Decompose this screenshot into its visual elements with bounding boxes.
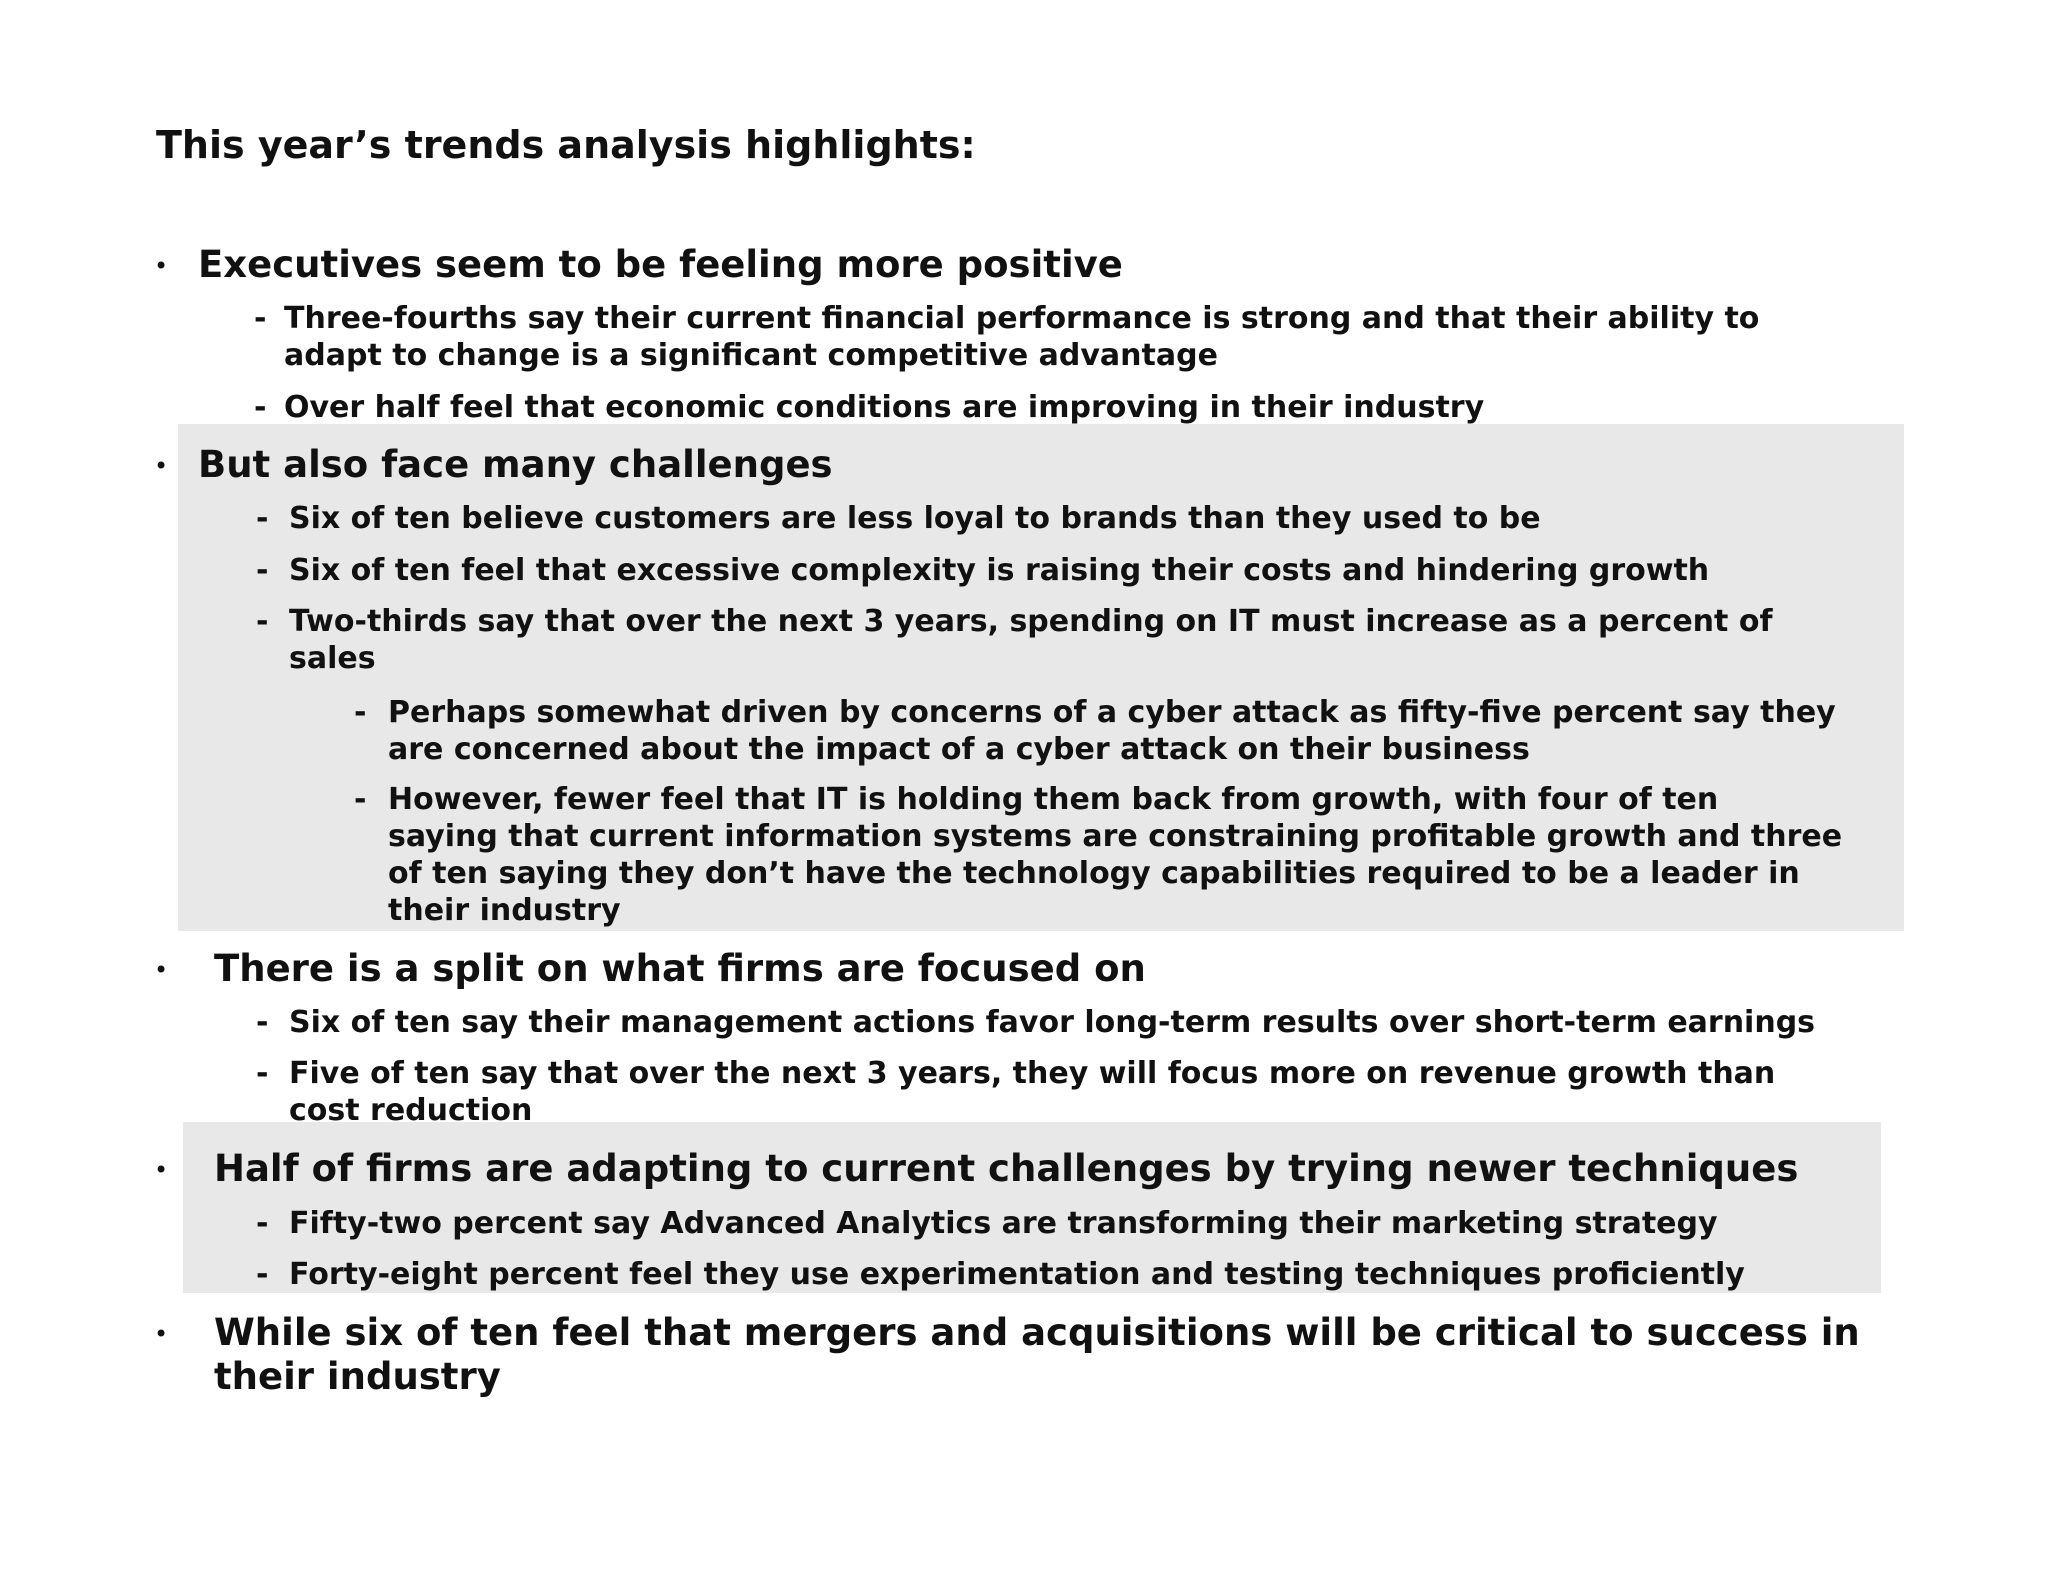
- point-4-heading: Half of firms are adapting to current challenges by trying newer techniques: [214, 1147, 1799, 1190]
- dash-icon: -: [256, 604, 269, 639]
- dash-icon: -: [256, 1005, 269, 1040]
- point-2-sub-3-line-1: Two-thirds say that over the next 3 years, spending on IT must increase as a percent of: [289, 604, 1773, 639]
- point-2-subsub-2-line-2: saying that current information systems are constraining profitable growth and three: [388, 819, 1843, 854]
- dash-icon: -: [254, 301, 267, 336]
- point-1-sub-2-line-1: Over half feel that economic conditions are improving in their industry: [284, 390, 1485, 425]
- dash-icon: -: [256, 1257, 269, 1292]
- point-5-heading-line-1: While six of ten feel that mergers and acquisitions will be critical to success in: [214, 1311, 1860, 1354]
- point-5-heading-line-2: their industry: [214, 1355, 501, 1398]
- point-2-sub-3-line-2: sales: [289, 641, 376, 676]
- point-2-subsub-2-line-1: However, fewer feel that IT is holding them back from growth, with four of ten: [388, 782, 1719, 817]
- point-2-sub-1-line-1: Six of ten believe customers are less loyal to brands than they used to be: [289, 501, 1541, 536]
- dash-icon: -: [256, 1206, 269, 1241]
- dash-icon: -: [354, 782, 367, 817]
- point-2-sub-2-line-1: Six of ten feel that excessive complexity is raising their costs and hindering growth: [289, 553, 1710, 588]
- bullet-icon: •: [154, 252, 169, 280]
- bullet-icon: •: [154, 956, 169, 984]
- page-title: This year’s trends analysis highlights:: [156, 123, 976, 167]
- point-4-sub-2-line-1: Forty-eight percent feel they use experimentation and testing techniques proficiently: [289, 1257, 1745, 1292]
- point-2-subsub-2-line-3: of ten saying they don’t have the technology capabilities required to be a leader in: [388, 856, 1800, 891]
- dash-icon: -: [254, 390, 267, 425]
- bullet-icon: •: [154, 1320, 169, 1348]
- bullet-icon: •: [154, 452, 169, 480]
- point-2-heading: But also face many challenges: [198, 443, 833, 486]
- point-1-sub-1-line-1: Three-fourths say their current financial performance is strong and that their ability to: [284, 301, 1760, 336]
- point-3-sub-1-line-1: Six of ten say their management actions favor long-term results over short-term earnings: [289, 1005, 1816, 1040]
- dash-icon: -: [256, 1056, 269, 1091]
- bullet-icon: •: [154, 1156, 169, 1184]
- point-2-subsub-1-line-2: are concerned about the impact of a cyber attack on their business: [388, 732, 1530, 767]
- point-2-subsub-1-line-1: Perhaps somewhat driven by concerns of a cyber attack as fifty-five percent say they: [388, 695, 1836, 730]
- dash-icon: -: [256, 553, 269, 588]
- point-1-sub-1-line-2: adapt to change is a significant competitive advantage: [284, 338, 1218, 373]
- point-2-subsub-2-line-4: their industry: [388, 893, 621, 928]
- point-3-heading: There is a split on what firms are focused on: [214, 947, 1146, 990]
- point-1-heading: Executives seem to be feeling more positive: [198, 243, 1123, 286]
- point-4-sub-1-line-1: Fifty-two percent say Advanced Analytics are transforming their marketing strategy: [289, 1206, 1718, 1241]
- point-3-sub-2-line-1: Five of ten say that over the next 3 years, they will focus more on revenue growth than: [289, 1056, 1776, 1091]
- dash-icon: -: [354, 695, 367, 730]
- dash-icon: -: [256, 501, 269, 536]
- point-3-sub-2-line-2: cost reduction: [289, 1093, 533, 1128]
